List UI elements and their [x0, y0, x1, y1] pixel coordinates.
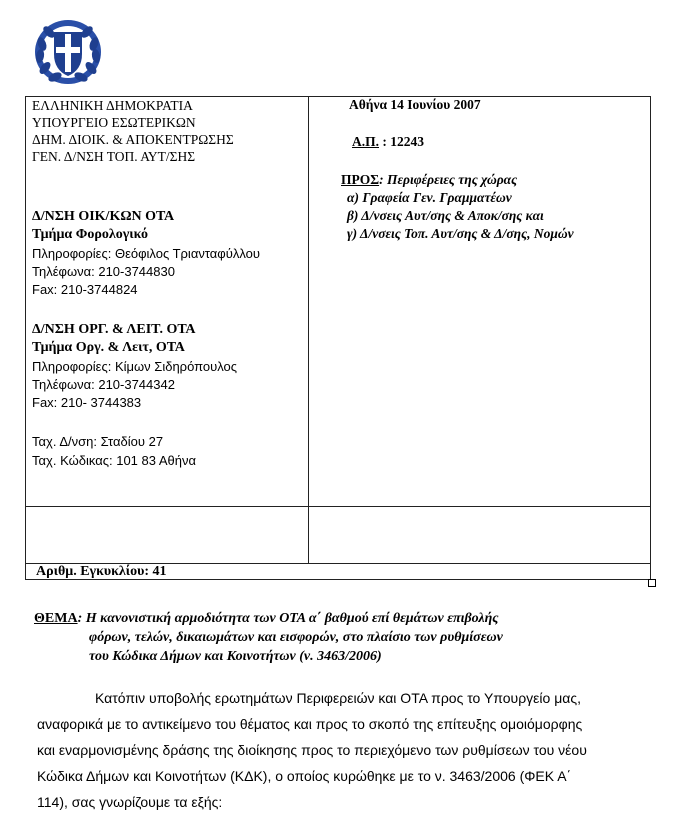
greek-coat-of-arms-icon [32, 14, 104, 86]
body-line: 114), σας γνωρίζουμε τα εξής: [37, 794, 223, 810]
table-border-right [650, 96, 651, 564]
postal-code: Ταχ. Κώδικας: 101 83 Αθήνα [32, 453, 197, 468]
recipient-header [341, 171, 574, 189]
postal-address [32, 434, 196, 469]
recipient-item: γ) Δ/νσεις Τοπ. Αυτ/σης & Δ/σης, Νομών [347, 226, 574, 241]
header-line: ΓΕΝ. Δ/ΝΣΗ ΤΟΠ. ΑΥΤ/ΣΗΣ [32, 149, 196, 164]
table-resize-handle[interactable] [648, 579, 656, 587]
circular-number: Αριθμ. Εγκυκλίου: 41 [36, 564, 167, 579]
subject-block [34, 609, 503, 666]
street-address: Ταχ. Δ/νση: Σταδίου 27 [32, 434, 164, 449]
recipient-item: β) Δ/νσεις Αυτ/σης & Αποκ/σης και [347, 208, 544, 223]
contact-person: Πληροφορίες: Κίμων Σιδηρόπουλος [32, 359, 238, 374]
section-name: Τμήμα Οργ. & Λειτ, ΟΤΑ [32, 340, 185, 355]
header-line: ΕΛΛΗΝΙΚΗ ΔΗΜΟΚΡΑΤΙΑ [32, 98, 193, 113]
ministry-header [32, 97, 234, 165]
table-row-divider [25, 506, 651, 507]
directorate-name: Δ/ΝΣΗ ΟΡΓ. & ΛΕΙΤ. ΟΤΑ [32, 322, 196, 337]
section-name: Τμήμα Φορολογικό [32, 227, 148, 242]
document-date: Αθήνα 14 Ιουνίου 2007 [349, 97, 481, 112]
reference-value: : 12243 [379, 134, 424, 149]
to-label: ΠΡΟΣ [341, 172, 380, 187]
body-line: Κώδικα Δήμων και Κοινοτήτων (ΚΔΚ), ο οποίος κυρώθηκε με το ν. 3463/2006 (ΦΕΚ Α΄ [37, 768, 572, 784]
reference-label: Α.Π. [352, 134, 379, 149]
header-line: ΥΠΟΥΡΓΕΙΟ ΕΣΩΤΕΡΙΚΩΝ [32, 115, 196, 130]
subject-label: ΘΕΜΑ [34, 611, 78, 626]
recipient-item: α) Γραφεία Γεν. Γραμματέων [347, 190, 512, 205]
table-border-right-short [650, 564, 651, 580]
table-divider-vertical [308, 96, 309, 564]
body-line: Κατόπιν υποβολής ερωτημάτων Περιφερειών και ΟΤΑ προς το Υπουργείο μας, [95, 690, 581, 706]
directorate-name: Δ/ΝΣΗ ΟΙΚ/ΚΩΝ ΟΤΑ [32, 209, 175, 224]
table-border-left [25, 96, 26, 580]
subject-line: : Η κανονιστική αρμοδιότητα των ΟΤΑ α΄ βαθμού επί θεμάτων επιβολής [77, 611, 499, 626]
phone-number: Τηλέφωνα: 210-3744830 [32, 264, 175, 279]
body-line: αναφορικά με το αντικείμενο του θέματος και προς το σκοπό της επίτευξης ομοιόμορφης [37, 716, 583, 732]
department-block-finance [32, 208, 260, 298]
subject-line: του Κώδικα Δήμων και Κοινοτήτων (ν. 3463/2006) [89, 649, 382, 664]
phone-number: Τηλέφωνα: 210-3744342 [32, 377, 175, 392]
reference-number [352, 133, 424, 151]
recipient-block [341, 171, 574, 243]
department-block-organization [32, 321, 237, 411]
fax-number: Fax: 210- 3744383 [32, 395, 142, 410]
header-line: ΔΗΜ. ΔΙΟΙΚ. & ΑΠΟΚΕΝΤΡΩΣΗΣ [32, 132, 234, 147]
to-value: : Περιφέρειες της χώρας [379, 172, 518, 187]
body-line: και εναρμονισμένης δράσης της διοίκησης προς το περιεχόμενο των ρυθμίσεων του νέου [37, 742, 587, 758]
fax-number: Fax: 210-3744824 [32, 282, 138, 297]
body-paragraph [37, 685, 587, 815]
contact-person: Πληροφορίες: Θεόφιλος Τριανταφύλλου [32, 246, 260, 261]
subject-line: φόρων, τελών, δικαιωμάτων και εισφορών, στο πλαίσιο των ρυθμίσεων [89, 630, 503, 645]
